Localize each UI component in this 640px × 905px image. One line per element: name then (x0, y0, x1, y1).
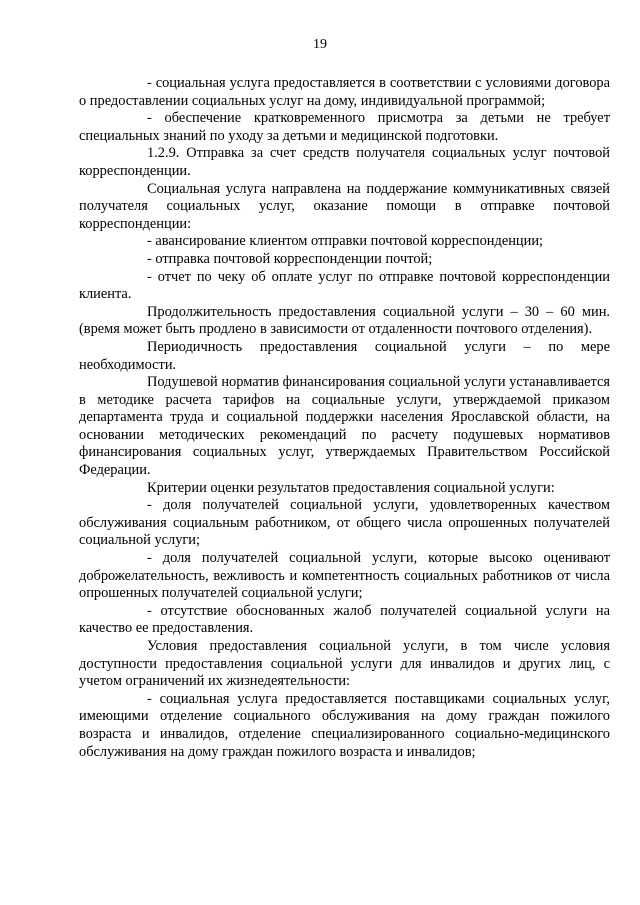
section-heading-1-2-9: 1.2.9. Отправка за счет средств получателя социальных услуг почтовой корреспонденции. (79, 145, 610, 179)
list-item-no-complaints: - отсутствие обоснованных жалоб получателей социальной услуги на качество ее предоставления. (79, 602, 610, 637)
paragraph-per-capita-standard: Подушевой норматив финансирования социальной услуги устанавливается в методике расчета тарифов на социальные услуги, утверждаемой приказом департамента труда и социальной поддержки населения Ярославской области, на основании методических рекомендаций по расчету подушевых нормативов финансирования социальных услуг, утверждаемых Правительством Российской Федерации. (79, 374, 610, 479)
list-item-receipt-report: - отчет по чеку об оплате услуг по отправке почтовой корреспонденции клиента. (79, 268, 610, 303)
list-item-high-rating-share: - доля получателей социальной услуги, которые высоко оценивают доброжелательность, вежливость и компетентность социальных работников от числа опрошенных получателей социальной услуги; (79, 550, 610, 602)
document-body (79, 75, 610, 761)
paragraph-periodicity: Периодичность предоставления социальной услуги – по мере необходимости. (79, 338, 610, 373)
paragraph-provision-conditions: Условия предоставления социальной услуги, в том числе условия доступности предоставления социальной услуги для инвалидов и других лиц, с учетом ограничений их жизнедеятельности: (79, 638, 610, 690)
paragraph-duration: Продолжительность предоставления социальной услуги – 30 – 60 мин. (время может быть продлено в зависимости от отдаленности почтового отделения). (79, 303, 610, 338)
list-item-providers: - социальная услуга предоставляется поставщиками социальных услуг, имеющими отделение социального обслуживания на дому граждан пожилого возраста и инвалидов, отделение специализированного социально-медицинского обслуживания на дому граждан пожилого возраста и инвалидов; (79, 690, 610, 760)
paragraph-childcare-supervision: - обеспечение кратковременного присмотра за детьми не требует специальных знаний по уходу за детьми и медицинской подготовки. (79, 110, 610, 144)
paragraph-service-purpose: Социальная услуга направлена на поддержание коммуникативных связей получателя социальных услуг, оказание помощи в отправке почтовой корреспонденции: (79, 180, 610, 232)
paragraph-contract-conditions: - социальная услуга предоставляется в соответствии с условиями договора о предоставлении социальных услуг на дому, индивидуальной программой; (79, 75, 610, 109)
list-item-mail-sending: - отправка почтовой корреспонденции почтой; (147, 250, 433, 267)
page-number: 19 (313, 37, 327, 52)
paragraph-evaluation-criteria: Критерии оценки результатов предоставления социальной услуги: (147, 479, 555, 496)
list-item-advance-payment: - авансирование клиентом отправки почтовой корреспонденции; (147, 233, 544, 250)
list-item-satisfied-share: - доля получателей социальной услуги, удовлетворенных качеством обслуживания социальным работником, от общего числа опрошенных получателей социальной услуги; (79, 497, 610, 549)
